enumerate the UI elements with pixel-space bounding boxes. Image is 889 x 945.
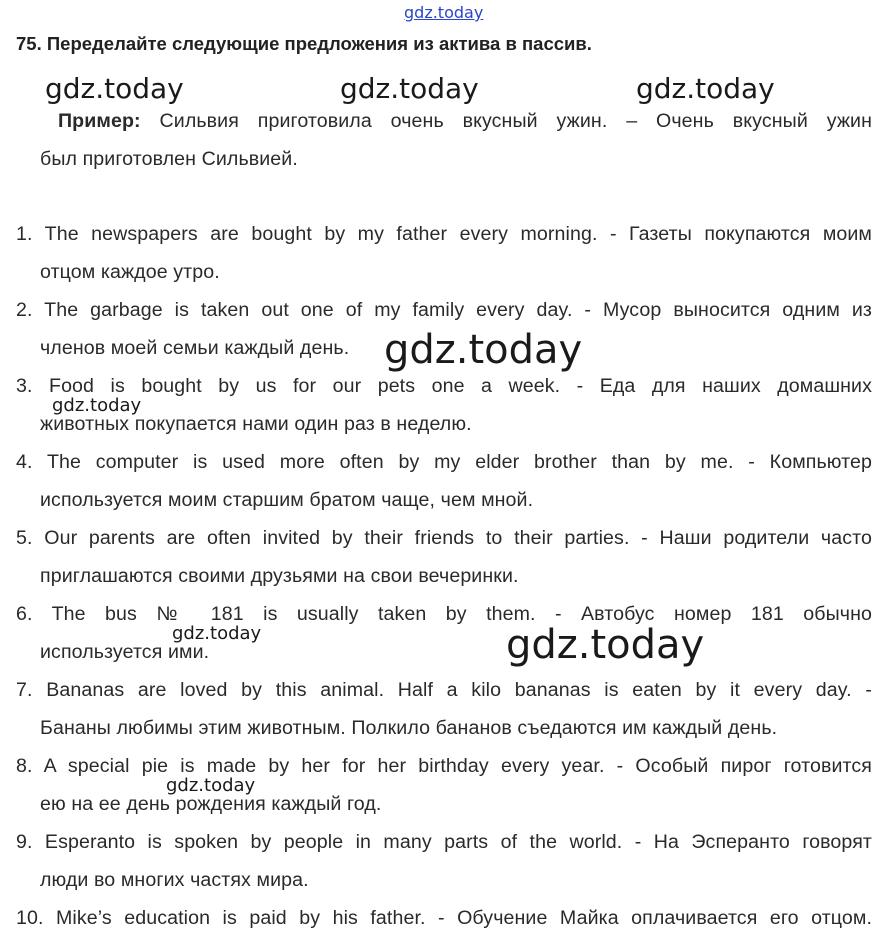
item-5-line-2: приглашаются своими друзьями на свои вечеринки.	[40, 565, 519, 587]
watermark-overlay-small-2: gdz.today	[172, 623, 262, 644]
item-9-line-1: 9. Esperanto is spoken by people in many parts of the world. - На Эсперанто говорят	[16, 831, 872, 853]
watermark-overlay-large-2: gdz.today	[506, 622, 705, 668]
item-9-line-2: люди во многих частях мира.	[40, 869, 309, 891]
item-2-line-2: членов моей семьи каждый день.	[40, 337, 350, 359]
watermark-overlay-small-3: gdz.today	[166, 775, 256, 796]
item-1-line-1: 1. The newspapers are bought by my father every morning. - Газеты покупаются моим	[16, 223, 872, 245]
watermark-row-2: gdz.today	[340, 72, 479, 105]
item-8-line-1: 8. A special pie is made by her for her birthday every year. - Особый пирог готовится	[16, 755, 872, 777]
watermark-overlay-small-1: gdz.today	[52, 395, 142, 416]
example-line-1	[58, 110, 872, 133]
item-4-line-1: 4. The computer is used more often by my elder brother than by me. - Компьютер	[16, 451, 872, 473]
item-7-line-2: Бананы любимы этим животным. Полкило бананов съедаются им каждый день.	[40, 717, 778, 739]
item-7-line-1: 7. Bananas are loved by this animal. Half a kilo bananas is eaten by it every day. -	[16, 679, 872, 701]
item-1-line-2: отцом каждое утро.	[40, 261, 220, 283]
example-text: Сильвия приготовила очень вкусный ужин. – Очень вкусный ужин	[140, 110, 872, 132]
item-10-line-1: 10. Mike’s education is paid by his father. - Обучение Майка оплачивается его отцом.	[16, 907, 872, 929]
item-6-line-1: 6. The bus № 181 is usually taken by them. - Автобус номер 181 обычно	[16, 603, 872, 625]
item-4-line-2: используется моим старшим братом чаще, чем мной.	[40, 489, 534, 511]
item-5-line-1: 5. Our parents are often invited by their friends to their parties. - Наши родители часто	[16, 527, 872, 549]
item-6-line-2: используется ими.	[40, 641, 210, 663]
item-8-line-2: ею на ее день рождения каждый год.	[40, 793, 382, 815]
example-label: Пример:	[58, 110, 141, 132]
example-line-2: был приготовлен Сильвией.	[40, 148, 298, 170]
header-watermark: gdz.today	[404, 3, 484, 22]
watermark-overlay-large-1: gdz.today	[384, 327, 583, 373]
watermark-row-1: gdz.today	[45, 72, 184, 105]
item-3-line-1: 3. Food is bought by us for our pets one a week. - Еда для наших домашних	[16, 375, 872, 397]
exercise-title: 75. Переделайте следующие предложения из актива в пассив.	[16, 33, 592, 54]
watermark-row-3: gdz.today	[636, 72, 775, 105]
item-2-line-1: 2. The garbage is taken out one of my family every day. - Мусор выносится одним из	[16, 299, 872, 321]
item-3-line-2: животных покупается нами один раз в неделю.	[40, 413, 472, 435]
